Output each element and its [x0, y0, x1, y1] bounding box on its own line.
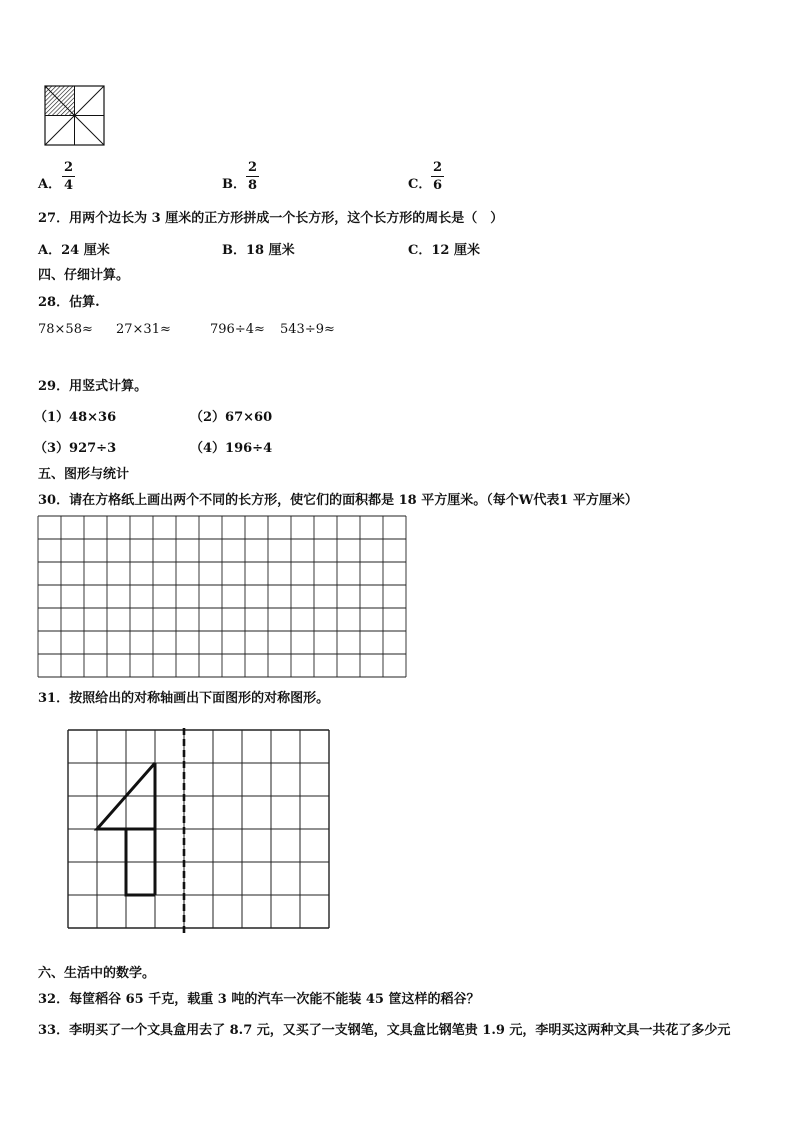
section-heading-4: 四、仔细计算。 — [38, 268, 130, 283]
q32-question: 32．每筐稻谷 65 千克，载重 3 吨的汽车一次能不能装 45 筐这样的稻谷？ — [38, 992, 480, 1007]
q26-option-b-fraction — [246, 160, 259, 193]
q29-item-2: （2）67×60 — [190, 410, 273, 425]
q33-question: 33．李明买了一个文具盒用去了 8.7 元，又买了一支钢笔，文具盒比钢笔贵 1.9 元，李明买这两种文具一共花了多少元 — [38, 1023, 731, 1038]
q26-option-c-fraction — [431, 160, 444, 193]
q29-question: 29．用竖式计算。 — [38, 379, 148, 394]
q27-option-c: C．12 厘米 — [408, 243, 480, 258]
q26-option-c-letter: C． — [408, 177, 432, 192]
q28-question: 28．估算. — [38, 295, 100, 310]
q27-option-b: B．18 厘米 — [222, 243, 295, 258]
section-heading-6: 六、生活中的数学。 — [38, 966, 156, 981]
fraction-denominator: 8 — [248, 178, 258, 193]
q31-symmetry-grid[interactable] — [66, 728, 334, 938]
q26-square-figure — [44, 85, 106, 147]
fraction-numerator: 2 — [64, 160, 74, 175]
q30-grid-paper[interactable] — [37, 515, 409, 678]
q29-item-1: （1）48×36 — [34, 410, 117, 425]
q26-option-a-fraction — [62, 160, 75, 193]
fraction-numerator: 2 — [433, 160, 443, 175]
fraction-numerator: 2 — [248, 160, 258, 175]
q31-question: 31．按照给出的对称轴画出下面图形的对称图形。 — [38, 691, 330, 706]
fraction-denominator: 6 — [433, 178, 443, 193]
q27-question: 27．用两个边长为 3 厘米的正方形拼成一个长方形，这个长方形的周长是（ ） — [38, 211, 504, 226]
q28-item-2: 27×31≈ — [116, 322, 171, 337]
q26-option-b-letter: B． — [222, 177, 246, 192]
fraction-denominator: 4 — [64, 178, 74, 193]
q27-option-a: A．24 厘米 — [38, 243, 110, 258]
section-heading-5: 五、图形与统计 — [38, 467, 130, 482]
q29-item-4: （4）196÷4 — [190, 441, 273, 456]
q28-item-4: 543÷9≈ — [280, 322, 335, 337]
q26-option-a-letter: A． — [38, 177, 62, 192]
q30-question: 30．请在方格纸上画出两个不同的长方形，使它们的面积都是 18 平方厘米。（每个W代表1 平方厘米） — [38, 493, 638, 508]
q28-item-1: 78×58≈ — [38, 322, 93, 337]
q29-item-3: （3）927÷3 — [34, 441, 117, 456]
q28-item-3: 796÷4≈ — [210, 322, 265, 337]
